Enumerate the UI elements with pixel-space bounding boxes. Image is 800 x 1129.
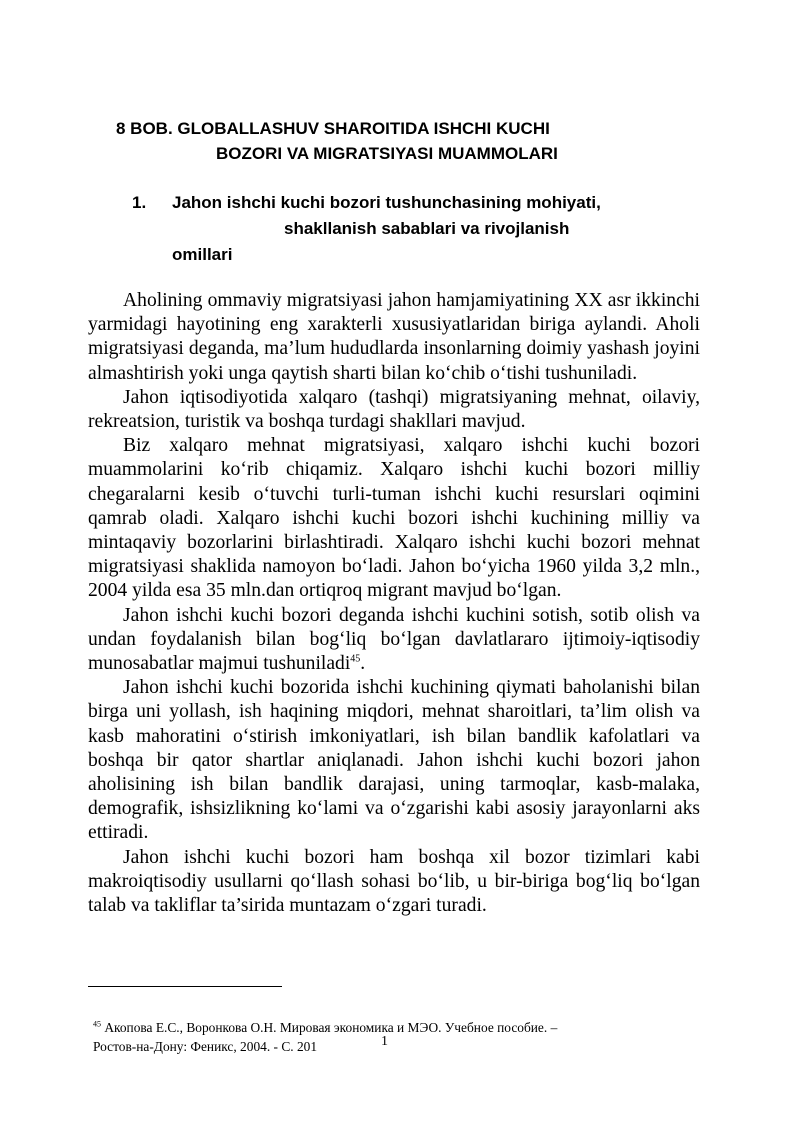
footnote-number: 45 <box>93 1019 101 1029</box>
footnote <box>93 1018 693 1056</box>
section-number: 1. <box>132 193 147 212</box>
footnote-text-line-1: Акопова Е.С., Воронкова О.Н. Мировая экономика и МЭО. Учебное пособие. – <box>104 1020 558 1035</box>
paragraph: Biz xalqaro mehnat migratsiyasi, xalqaro ishchi kuchi bozori muammolarini ko‘rib chiqamiz. Xalqaro ishchi kuchi bozori milliy chegaralarni kesib o‘tuvchi turli-tuman ishchi kuchi resurslari oqimini qamrab oladi. Xalqaro ishchi kuchi bozori ishchi kuchining milliy va mintaqaviy bozorlarini birlashtiradi. Xalqaro ishchi kuchi bozori mehnat migratsiyasi shaklida namoyon bo‘ladi. Jahon bo‘yicha 1960 yilda 3,2 mln., 2004 yilda esa 35 mln.dan ortiqroq migrant mavjud bo‘lgan. <box>88 435 700 602</box>
section-title-line-1: Jahon ishchi kuchi bozori tushunchasining mohiyati, <box>172 193 601 212</box>
page-number: 1 <box>381 1034 388 1049</box>
paragraph: Jahon ishchi kuchi bozorida ishchi kuchining qiymati baholanishi bilan birga uni yollash, ish haqining miqdori, mehnat sharoitlari, ta’lim olish va kasb mahoratini o‘stirish imkoniyatlari, ish bilan bandlik kafolatlari va boshqa bir qator shartlar aniqlanadi. Jahon ishchi kuchi bozori jahon aholisining ish bilan bandlik darajasi, uning tarmoqlar, kasb-malaka, demografik, ishsizlikning ko‘lami va o‘zgarishi kabi asosiy jarayonlarni aks ettiradi. <box>88 677 700 844</box>
chapter-title-line-2: BOZORI VA MIGRATSIYASI MUAMMOLARI <box>216 144 558 163</box>
paragraph-end: . <box>360 653 366 675</box>
footnote-line-1 <box>93 1018 693 1037</box>
footnote-text-line-2: Ростов-на-Дону: Феникс, 2004. - С. 201 <box>93 1039 318 1054</box>
paragraph: Jahon ishchi kuchi bozori ham boshqa xil bozor tizimlari kabi makroiqtisodiy usullarni qo‘llash sohasi bo‘lib, u bir-biriga bog‘liq bo‘lgan talab va takliflar ta’sirida muntazam o‘zgari turadi. <box>88 846 700 917</box>
paragraph-text: Jahon ishchi kuchi bozori deganda ishchi kuchini sotish, sotib olish va undan foydalanish bilan bog‘liq bo‘lgan davlatlararo ijtimoiy-iqtisodiy munosabatlar majmui tushuniladi <box>88 604 700 675</box>
section-title-line-3: omillari <box>172 245 233 264</box>
section-title-line-2: shakllanish sabablari va rivojlanish <box>284 219 570 238</box>
chapter-title-line-1: 8 BOB. GLOBALLASHUV SHAROITIDA ISHCHI KUCHI <box>116 119 550 138</box>
paragraph-with-footnote <box>88 604 700 677</box>
chapter-title <box>88 116 738 166</box>
body-text <box>88 289 700 918</box>
footnote-separator <box>88 986 282 987</box>
paragraph: Aholining ommaviy migratsiyasi jahon hamjamiyatining XX asr ikkinchi yarmidagi hayotining eng xarakterli xususiyatlaridan biriga aylandi. Aholi migratsiyasi deganda, ma’lum hududlarda insonlarning doimiy yashash joyini almashtirish yoki unga qaytish sharti bilan ko‘chib o‘tishi tushuniladi. <box>88 290 700 384</box>
section-title <box>88 190 738 268</box>
paragraph: Jahon iqtisodiyotida xalqaro (tashqi) migratsiyaning mehnat, oilaviy, rekreatsion, turistik va boshqa turdagi shakllari mavjud. <box>88 386 700 433</box>
footnote-reference[interactable]: 45 <box>350 653 361 665</box>
